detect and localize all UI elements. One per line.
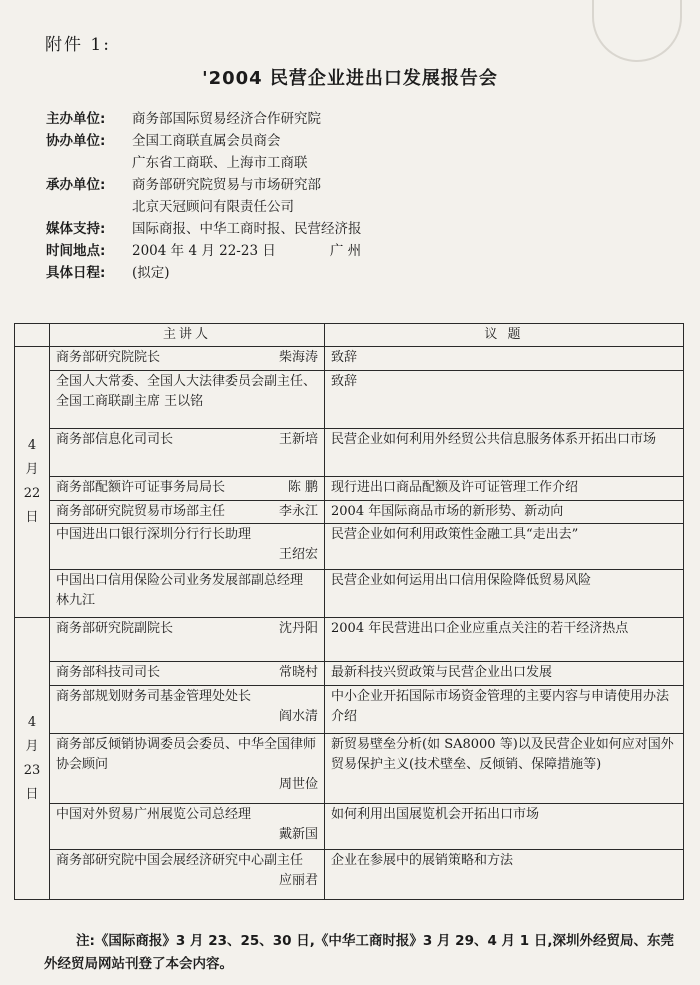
organizer-value-2: 北京天冠顾问有限责任公司 [132, 199, 294, 215]
speaker-name: 王新培 [278, 432, 318, 447]
day-1-cell [15, 347, 50, 618]
time-value: 2004 年 4 月 22-23 日 [132, 243, 276, 259]
topic-cell: 如何利用出国展览机会开拓出口市场 [325, 804, 684, 850]
topic-cell: 致辞 [325, 371, 684, 429]
time-label: 时间地点: [46, 243, 106, 259]
day-2-cell [15, 618, 50, 900]
table-row [15, 570, 684, 618]
speaker-title: 中国进出口银行深圳分行行长助理 [56, 527, 252, 542]
speaker-cell [50, 429, 325, 477]
speaker-title: 中国对外贸易广州展览公司总经理 [56, 807, 252, 822]
host-label: 主办单位: [46, 111, 106, 127]
speaker-name: 柴海涛 [278, 350, 318, 365]
co-label: 协办单位: [46, 133, 106, 149]
speaker-name: 戴新国 [278, 827, 318, 842]
speaker-cell [50, 524, 325, 570]
table-row [15, 686, 684, 734]
organizer-label: 承办单位: [46, 177, 106, 193]
speaker-header: 主讲人 [50, 324, 325, 347]
speaker-title: 商务部研究院副院长 [56, 621, 174, 636]
co-value-1: 全国工商联直属会员商会 [132, 133, 281, 149]
speaker-title: 商务部研究院中国会展经济研究中心副主任 [56, 853, 304, 868]
topic-header: 议 题 [325, 324, 684, 347]
speaker-cell [50, 371, 325, 429]
topic-cell: 民营企业如何利用外经贸公共信息服务体系开拓出口市场 [325, 429, 684, 477]
attachment-label: 附件 1: [45, 35, 111, 55]
speaker-cell [50, 501, 325, 524]
table-row [15, 662, 684, 686]
topic-cell: 最新科技兴贸政策与民营企业出口发展 [325, 662, 684, 686]
topic-cell: 中小企业开拓国际市场资金管理的主要内容与申请使用办法介绍 [325, 686, 684, 734]
event-info [46, 108, 362, 284]
topic-cell: 企业在参展中的展销策略和方法 [325, 850, 684, 900]
topic-cell: 2004 年国际商品市场的新形势、新动向 [325, 501, 684, 524]
topic-cell: 2004 年民营进出口企业应重点关注的若干经济热点 [325, 618, 684, 662]
topic-cell: 民营企业如何利用政策性金融工具“走出去” [325, 524, 684, 570]
media-label: 媒体支持: [46, 221, 106, 237]
date-header [15, 324, 50, 347]
speaker-title: 商务部配额许可证事务局局长 [56, 480, 226, 495]
speaker-name: 陈 鹏 [287, 480, 318, 495]
speaker-title: 商务部信息化司司长 [56, 432, 174, 447]
speaker-title: 中国出口信用保险公司业务发展部副总经理 [56, 573, 304, 588]
speaker-name: 王以铭 [164, 394, 204, 409]
speaker-name: 李永江 [278, 504, 318, 519]
speaker-title: 商务部反倾销协调委员会委员、中华全国律师协会顾问 [56, 737, 317, 772]
speaker-name: 王绍宏 [278, 547, 318, 562]
table-header [15, 324, 684, 347]
topic-cell: 新贸易壁垒分析(如 SA8000 等)以及民营企业如何应对国外贸易保护主义(技术壁垒、反倾销、保障措施等) [325, 734, 684, 804]
table-row [15, 371, 684, 429]
media-value: 国际商报、中华工商时报、民营经济报 [132, 221, 362, 237]
table-row [15, 524, 684, 570]
table-row [15, 501, 684, 524]
day-2-label: 4 月 23 日 [23, 714, 41, 802]
table-row [15, 477, 684, 501]
topic-cell: 民营企业如何运用出口信用保险降低贸易风险 [325, 570, 684, 618]
topic-cell: 现行进出口商品配额及许可证管理工作介绍 [325, 477, 684, 501]
speaker-cell [50, 850, 325, 900]
schedule-table [14, 323, 684, 900]
speaker-title: 商务部研究院贸易市场部主任 [56, 504, 226, 519]
table-row [15, 429, 684, 477]
table-row [15, 734, 684, 804]
speaker-cell [50, 686, 325, 734]
speaker-name: 林九江 [56, 593, 96, 608]
speaker-cell [50, 570, 325, 618]
speaker-name: 沈丹阳 [278, 621, 318, 636]
stamp-mark [592, 0, 682, 62]
speaker-name: 阎水清 [278, 709, 318, 724]
organizer-value-1: 商务部研究院贸易与市场研究部 [132, 177, 321, 193]
place-value: 广 州 [329, 243, 362, 259]
speaker-title: 商务部规划财务司基金管理处处长 [56, 689, 252, 704]
co-value-2: 广东省工商联、上海市工商联 [132, 155, 308, 171]
topic-cell: 致辞 [325, 347, 684, 371]
speaker-cell [50, 477, 325, 501]
table-row [15, 804, 684, 850]
speaker-cell [50, 618, 325, 662]
speaker-name: 周世俭 [278, 777, 318, 792]
schedule-note: (拟定) [132, 265, 170, 281]
speaker-title: 商务部科技司司长 [56, 665, 161, 680]
schedule-label: 具体日程: [46, 265, 106, 281]
table-row [15, 618, 684, 662]
table-row [15, 347, 684, 371]
day-1-label: 4 月 22 日 [23, 438, 41, 525]
speaker-title: 全国人大常委、全国人大法律委员会副主任、全国工商联副主席 [56, 374, 317, 409]
speaker-cell [50, 347, 325, 371]
table-row [15, 850, 684, 900]
speaker-cell [50, 804, 325, 850]
document-title: '2004 民营企业进出口发展报告会 [202, 68, 498, 89]
host-value: 商务部国际贸易经济合作研究院 [132, 111, 321, 127]
speaker-cell [50, 734, 325, 804]
speaker-cell [50, 662, 325, 686]
speaker-name: 应丽君 [278, 873, 318, 888]
speaker-title: 商务部研究院院长 [56, 350, 161, 365]
footnote-text: 注:《国际商报》3 月 23、25、30 日,《中华工商时报》3 月 29、4 月 1 日,深圳外经贸局、东莞外经贸局网站刊登了本会内容。 [44, 933, 674, 972]
speaker-name: 常晓村 [278, 665, 318, 680]
footnote [44, 930, 674, 976]
